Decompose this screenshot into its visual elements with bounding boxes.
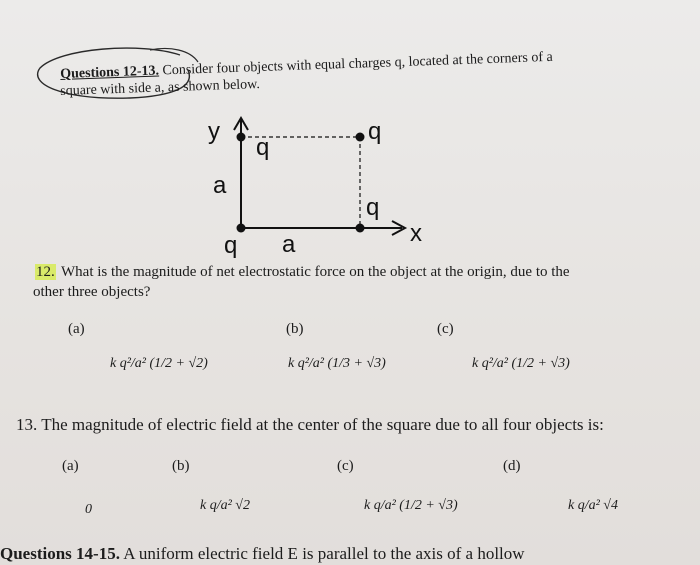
q13-option-d-formula: k q/a² √4 (568, 498, 618, 513)
q14-intro (0, 544, 525, 564)
q14-range-title: Questions 14-15. (0, 544, 120, 563)
charge-dot (237, 133, 246, 142)
q13-option-b-label: (b) (172, 458, 190, 474)
question-intro-line2: square with side a, as shown below. (60, 77, 261, 99)
side-label-vertical: a (213, 172, 227, 199)
y-axis-label: y (208, 118, 220, 145)
q14-text: A uniform electric field E is parallel to the axis of a hollow (123, 544, 525, 563)
q12-option-c-label: (c) (437, 321, 454, 337)
q13-option-b-formula: k q/a² √2 (200, 498, 250, 513)
q12-number: 12. (36, 264, 55, 280)
q13-option-a-label: (a) (62, 458, 79, 474)
q12-text-line2: other three objects? (33, 284, 151, 300)
charge-label-top-left: q (256, 134, 270, 161)
charge-dot (356, 224, 365, 233)
diagram-drawing (0, 0, 700, 260)
question-intro-line1: Consider four objects with equal charges q, located at the corners of a (162, 49, 553, 79)
charge-dot (356, 133, 365, 142)
q12-option-a-formula: k q²/a² (1/2 + √2) (110, 356, 208, 371)
side-label-horizontal: a (282, 231, 296, 258)
q12-option-a-label: (a) (68, 321, 85, 337)
q12-option-b-formula: k q²/a² (1/3 + √3) (288, 356, 386, 371)
charge-label-top-right: q (368, 118, 382, 145)
q12-option-c-formula: k q²/a² (1/2 + √3) (472, 356, 570, 371)
q13-text: 13. The magnitude of electric field at the center of the square due to all four objects is: (16, 415, 604, 434)
q13-option-a-formula: 0 (85, 502, 92, 517)
question-range-title: Questions 12-13. (60, 63, 160, 82)
x-axis-label: x (410, 220, 422, 247)
charge-label-bottom-right: q (366, 194, 380, 221)
q12-text-line1: What is the magnitude of net electrostatic force on the object at the origin, due to the (61, 264, 570, 280)
q13-option-c-formula: k q/a² (1/2 + √3) (364, 498, 458, 513)
q12-option-b-label: (b) (286, 321, 304, 337)
q13-option-c-label: (c) (337, 458, 354, 474)
charge-label-origin: q (224, 232, 238, 259)
charge-dot (237, 224, 246, 233)
q13-option-d-label: (d) (503, 458, 521, 474)
